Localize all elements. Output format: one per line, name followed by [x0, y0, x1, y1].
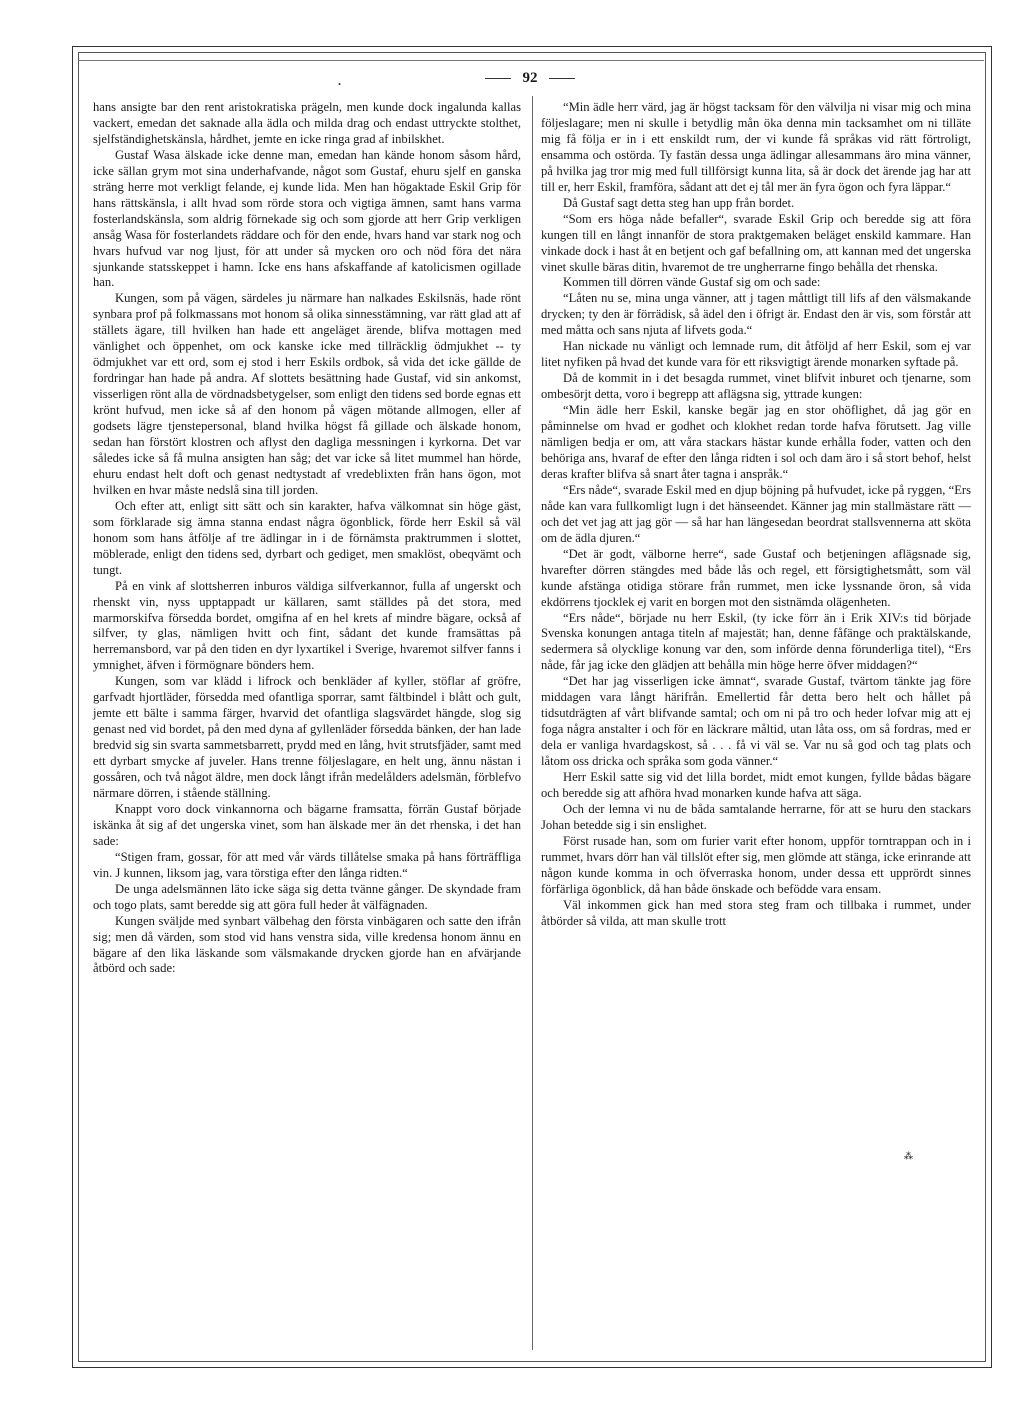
paragraph: “Stigen fram, gossar, för att med vår värds tillåtelse smaka på hans förträffliga vin. J kunnen, liksom jag, vara törstiga efter den långa ridten.“	[93, 849, 521, 880]
page-number: 92	[522, 70, 538, 86]
paragraph: De unga adelsmännen läto icke säga sig detta tvänne gånger. De skyndade fram och togo plats, samt beredde sig att göra full heder åt välfägnaden.	[93, 881, 521, 912]
ink-mark: ⁂	[904, 1151, 913, 1161]
left-column	[93, 100, 521, 977]
paragraph: Kungen sväljde med synbart välbehag den första vinbägaren och satte den ifrån sig; men då värden, som stod vid hans venstra sida, ville kredensa honom ännu en bägare af den lika läskande som välsmakande drycken gjorde han en afvärjande åtbörd och sade:	[93, 913, 521, 976]
paragraph: Kommen till dörren vände Gustaf sig om och sade:	[563, 275, 821, 290]
paragraph: Då Gustaf sagt detta steg han upp från bordet.	[563, 195, 795, 210]
header-dash-left	[485, 78, 511, 79]
page-header	[80, 70, 980, 92]
paragraph: “Ers nåde“, började nu herr Eskil, (ty icke förr än i Erik XIV:s tid började Svenska konungen antaga titeln af majestät; han, denne fåfänge och praktälskande, sedermera så olycklige konung var den, som införde denna förunderliga titel), “Ers nåde, får jag icke den glädjen att behålla min höge herre öfver middagen?“	[541, 610, 971, 673]
paragraph: hans ansigte bar den rent aristokratiska prägeln, men kunde dock ingalunda kallas vackert, emedan det saknade alla ädla och milda drag och endast uttryckte stolthet, sjelfständighetskänsla, hårdhet, jemte en icke ringa grad af inbilskhet.	[93, 100, 521, 146]
paragraph: Då de kommit in i det besagda rummet, vinet blifvit inburet och tjenarne, som ombesörjt detta, voro i begrepp att aflägsna sig, yttrade kungen:	[541, 371, 971, 402]
header-rule	[78, 60, 984, 61]
paragraph: Och efter att, enligt sitt sätt och sin karakter, hafva välkomnat sin höge gäst, som förklarade sig ämna stanna endast några ögonblick, förde herr Eskil så väl honom som hans åtfölje af tre ädlingar in i de förnämsta praktrummen i slottet, möblerade, enligt den tidens sed, dyrbart och gediget, men smaklöst, obeqvämt och tungt.	[93, 498, 521, 577]
paragraph: “Det är godt, välborne herre“, sade Gustaf och betjeningen aflägsnade sig, hvarefter dörren stängdes med både lås och regel, ett försigtighetsmått, som väl kunde afstänga otidiga störare från rummet, men icke lyssnande öron, så vida ekdörrens tjocklek ej varit en borgen mot den sistnämda olägenheten.	[541, 546, 971, 609]
paragraph: På en vink af slottsherren inburos väldiga silfverkannor, fulla af ungerskt och rhenskt vin, nyss upptappadt ur källaren, samt ställdes på det stora, med marmorskifva försedda bordet, omgifna af en hel krets af mindre bägare, också af silfver, ty glas, nämligen hvitt och fint, sådant det kunde framsättas på herremansbord, var på den tiden en dyr lyxartikel i Sverige, hvaremot silfver fanns i ymnighet, äfven i förmögnare bönders hem.	[93, 578, 521, 673]
header-dash-right	[549, 78, 575, 79]
paragraph: “Som ers höga nåde befaller“, svarade Eskil Grip och beredde sig att föra kungen till en långt innanför de stora praktgemaken beläget enskild kammare. Han vinkade dock i hast åt en betjent och gaf befallning om, att kannan med det ungerska vinet skulle bäras ditin, hvaremot de tre ungherrarne fingo behålla det rhenska.	[541, 211, 971, 274]
paragraph: “Ers nåde“, svarade Eskil med en djup böjning på hufvudet, icke på ryggen, “Ers nåde kan vara fullkomligt lugn i det hänseendet. Känner jag min stallmästare rätt — och det vet jag att jag gör — så har han längesedan beordrat stallsvennerna att sköta om de ädla djuren.“	[541, 482, 971, 545]
paragraph: Och der lemna vi nu de båda samtalande herrarne, för att se huru den stackars Johan betedde sig i sin enslighet.	[541, 801, 971, 832]
paragraph: Knappt voro dock vinkannorna och bägarne framsatta, förrän Gustaf började iskänka åt sig af det ungerska vinet, som han älskade mer än det rhenska, i det han sade:	[93, 801, 521, 848]
paragraph: Först rusade han, som om furier varit efter honom, uppför torntrappan och in i rummet, hvars dörr han väl tillslöt efter sig, men glömde att stänga, icke erinrande att någon kunde komma in och öfverraska honom, under dessa ett upprördt sinnes förfärliga ögonblick, då han både önskade och befödde vara ensam.	[541, 833, 971, 896]
paragraph: Kungen, som var klädd i lifrock och benkläder af kyller, stöflar af gröfre, garfvadt hjortläder, försedda med ofantliga sporrar, samt fältbindel i blått och gult, jemte ett bälte i samma färger, hvarvid det ofantliga slagsvärdet hängde, slog sig genast ned vid bordet, på den med dyna af gyllenläder försedda bänken, der han lade bredvid sig sin svarta sammetsbarrett, prydd med en lång, hvit strutsfjäder, samt med ett dyrbart smycke af juveler. Hans trenne följeslagare, en helt ung, ännu nästan i gossåren, och två något äldre, men dock långt ifrån medelålders adelsmän, förblefvo närmare dörren, i stående ställning.	[93, 674, 521, 800]
header-dot: .	[338, 74, 341, 88]
paragraph: Väl inkommen gick han med stora steg fram och tillbaka i rummet, under åtbörder så vilda, att man skulle trott	[541, 897, 971, 928]
paragraph: “Låten nu se, mina unga vänner, att j tagen måttligt till lifs af den välsmakande drycken; ty den är förrädisk, så ädel den i öfrigt är. Endast den är vis, som förstår att med måtta och sans njuta af lifvets goda.“	[541, 291, 971, 338]
paragraph: Herr Eskil satte sig vid det lilla bordet, midt emot kungen, fyllde bådas bägare och beredde sig att afhöra hvad monarken kunde hafva att säga.	[541, 770, 971, 800]
right-column	[541, 100, 971, 930]
paragraph: “Det har jag visserligen icke ämnat“, svarade Gustaf, tvärtom tänkte jag före middagen vara långt härifrån. Emellertid får detta bero helt och hållet på tidsutdrägten af vårt blifvande samtal; och om ni på tro och heder lofvar mig att ej foga några anstalter i och för en läckrare måltid, utan låta oss, om så fordras, med er dela er vanliga hvardagskost, så . . . få vi väl se. Var nu så god och tag plats och låtom oss dricka och språka som goda vänner.“	[541, 674, 971, 769]
paragraph: Han nickade nu vänligt och lemnade rum, dit åtföljd af herr Eskil, som ej var litet nyfiken på hvad det kunde vara för ett riksvigtigt ärende monarken syftade på.	[541, 339, 971, 370]
paragraph: “Min ädle herr Eskil, kanske begär jag en stor ohöflighet, då jag gör en påminnelse om hvad er godhet och klokhet redan torde hafva förutsett. Jag ville nämligen bedja er om, att våra stackars hästar kunde erhålla foder, vatten och den behöriga ans, hvaraf de efter den långa ridten i sol och dam äro i så stort behof, helst deras krafter blifva så snart åter tagna i anspråk.“	[541, 403, 971, 481]
paragraph: Kungen, som på vägen, särdeles ju närmare han nalkades Eskilsnäs, hade rönt synbara prof på folkmassans mot honom så olika sinnesstämning, var rätt glad att af ställets ägare, till hvilken han hade ett angeläget ärende, blifva mottagen med vänlighet och öppenhet, om ock kanske icke med tillräcklig ödmjukhet -- ty ödmjukhet var ett ord, som ej stod i herr Eskils ordbok, så vida det icke gällde de fordringar han hade på andra. Af slottets besättning hade Gustaf, vid sin ankomst, visserligen rönt alla de vördnadsbetygelser, som enligt den tidens sed borde egnas ett krönt hufvud, men icke så af den honom på vägen mötande allmogen, eller af godsets lägre tjenstepersonal, bland hvilka högst få gillade och älskade honom, sedan han förstört klostren och aflyst den dagliga messningen i kyrkorna. Det var således icke så få mulna ansigten han såg; det var icke så litet mummel han hörde, ehuru endast helt doft och genast nedtystadt af vredeblixten från hans ögon, mot hvilken en hvar måste nedslå sina till jorden.	[93, 291, 521, 497]
paragraph: Gustaf Wasa älskade icke denne man, emedan han kände honom såsom hård, icke sällan grym mot sina underhafvande, något som Gustaf, ehuru sjelf en ganska sträng herre mot verkligt felande, ej kunde lida. Men han högaktade Eskil Grip för hans rättskänsla, i allt hvad som rörde stora och vigtiga ämnen, samt hans varma fosterlandskänsla, som aldrig förnekade sig och som gjorde att herr Grip verkligen ansåg Wasa för fosterlandets räddare och för den ende, hvars hand var stark nog och hvars hufvud var nog ljust, för att under så mycken oro och nöd föra det nära sjunkande statsskeppet i hamn. Icke ens hans afskaffande af katolicismen ogillade han.	[93, 147, 521, 290]
paragraph: “Min ädle herr värd, jag är högst tacksam för den välvilja ni visar mig och mina följeslagare; men ni skulle i betydlig mån öka denna min tacksamhet om ni tilläte mig få följa er in i ett enskildt rum, der vi kunde få språkas vid rätt förtroligt, ensamma och ostörda. Ty fastän dessa unga ädlingar allesammans äro mina vänner, på hvilka jag tror mig med full tillförsigt kunna lita, så är dock det ärende jag har att till er, herr Eskil, framföra, sådant att det ej tål mer än fyra ögon och fyra läppar.“	[541, 100, 971, 194]
column-divider	[532, 96, 533, 1350]
